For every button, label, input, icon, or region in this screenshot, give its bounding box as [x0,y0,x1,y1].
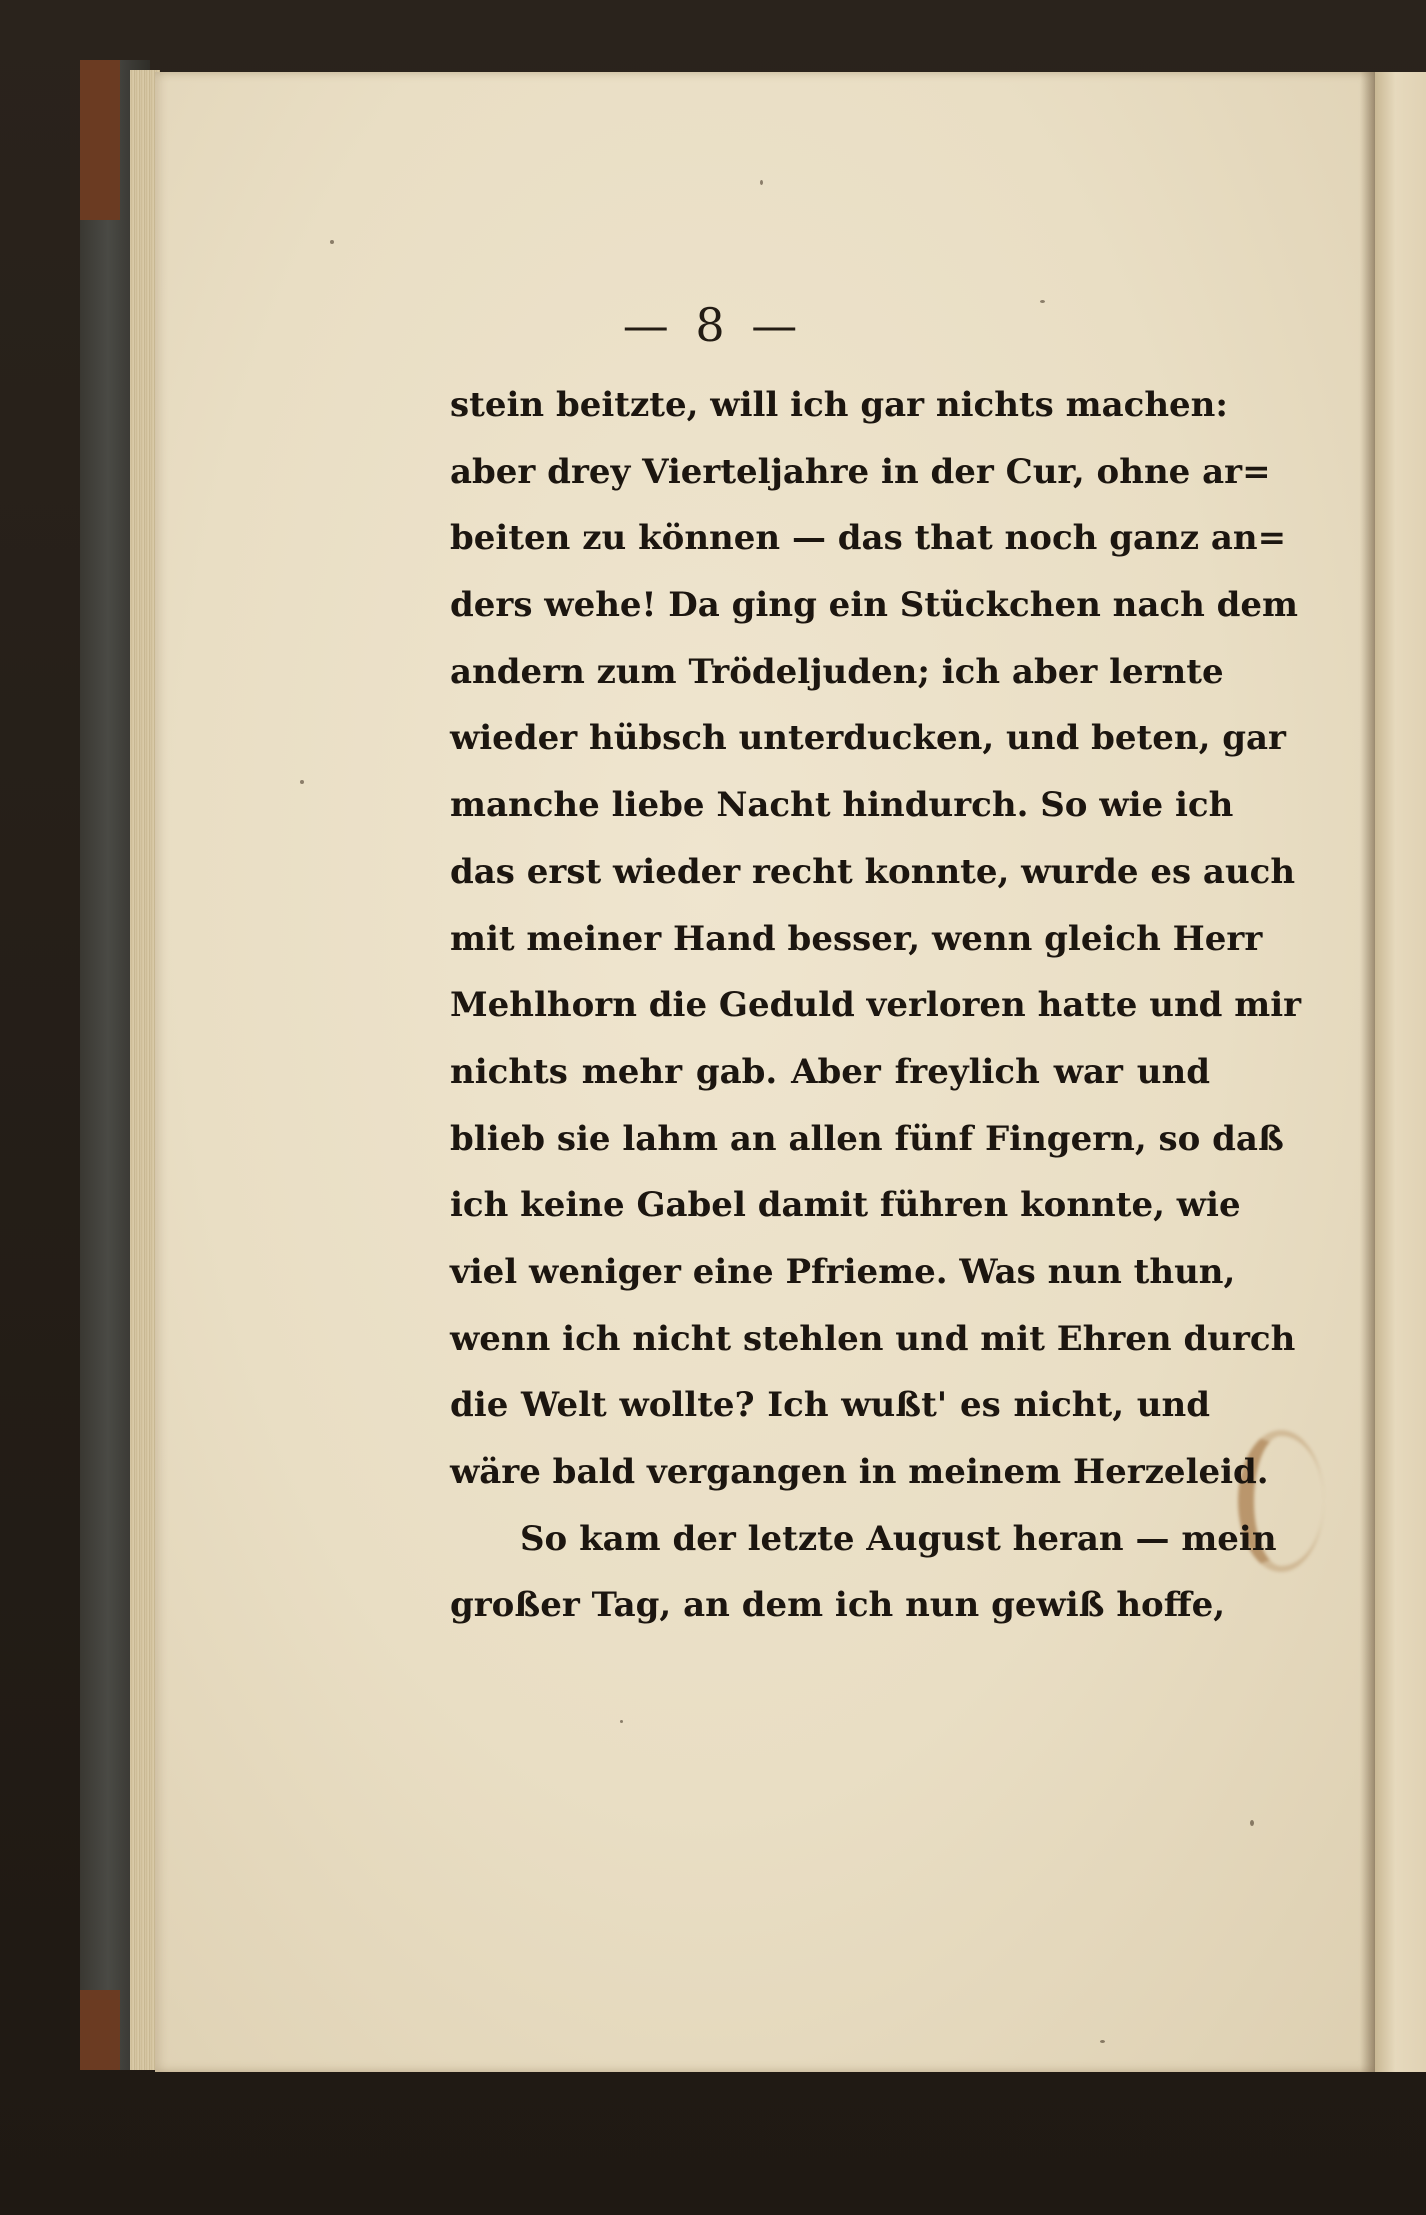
text-line: stein beitzte, will ich gar nichts machen: [450,385,1228,425]
facing-page-edge [1375,72,1426,2072]
text-line: andern zum Trödeljuden; ich aber lernte [450,651,1224,692]
paper-speck [300,780,304,784]
text-line: die Welt wollte? Ich wußt' es nicht, und [450,1385,1210,1426]
text-line: wenn ich nicht stehlen und mit Ehren durch [450,1318,1296,1359]
paper-speck [760,180,763,185]
paper-speck [620,1720,623,1723]
text-line: So kam der letzte August heran — mein [520,1518,1277,1559]
text-line: ders wehe! Da ging ein Stückchen nach dem [450,585,1299,626]
cover-corner-top [80,60,120,220]
paper-speck [1250,1820,1254,1826]
text-line: wäre bald vergangen in meinem Herzeleid. [450,1452,1269,1492]
text-line: großer Tag, an dem ich nun gewiß hoffe, [450,1585,1226,1626]
text-line: blieb sie lahm an allen fünf Fingern, so daß [450,1118,1284,1159]
text-line: nichts mehr gab. Aber freylich war und [450,1051,1210,1092]
page-number: — 8 — [622,298,804,352]
text-line: Mehlhorn die Geduld verloren hatte und mir [450,985,1302,1026]
body-text [450,372,1302,1639]
text-line: beiten zu können — das that noch ganz an= [450,518,1287,559]
text-line: das erst wieder recht konnte, wurde es auch [450,851,1296,892]
text-line: viel weniger eine Pfrieme. Was nun thun, [450,1251,1236,1292]
text-line: wieder hübsch unterducken, und beten, gar [450,718,1286,759]
cover-corner-bottom [80,1990,120,2070]
text-line: manche liebe Nacht hindurch. So wie ich [450,785,1234,826]
paper-speck [1100,2040,1105,2043]
text-line: aber drey Vierteljahre in der Cur, ohne ar= [450,451,1271,492]
text-line: mit meiner Hand besser, wenn gleich Herr [450,918,1263,959]
text-line: ich keine Gabel damit führen konnte, wie [450,1185,1241,1226]
paper-speck [330,240,334,244]
